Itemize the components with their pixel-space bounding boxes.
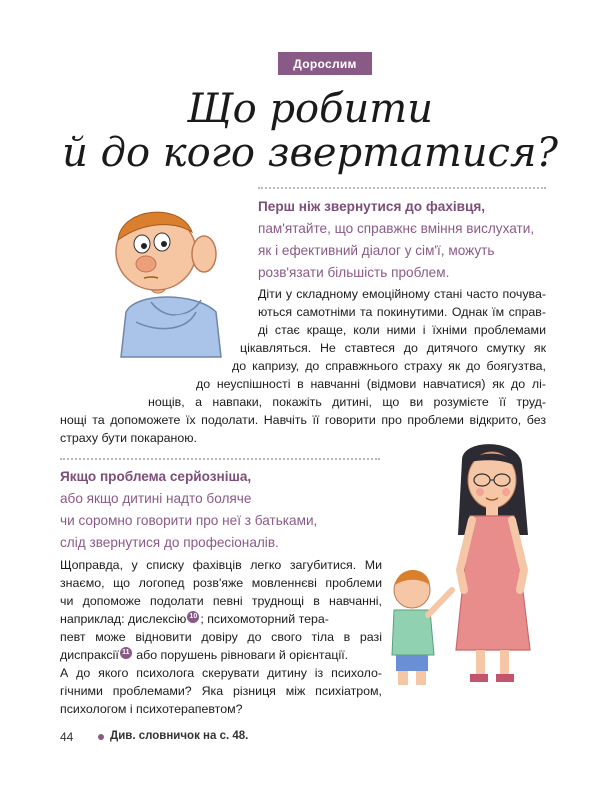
section-1-body-line: нощів, а навпаки, покажіть дитині, що ви розумієте її труд- [148,395,546,409]
glossary-ref-11-icon: 11 [120,647,132,659]
section-2-body-line: Щоправда, у списку фахівців легко загубитися. Ми [60,558,382,572]
section-1-body-line: Діти у складному емоційному стані часто почува- [258,287,546,301]
section-2-body-line [60,610,329,628]
section-2-body-line: А до якого психолога скерувати дитину із психоло- [60,666,382,680]
section-tag: Дорослим [278,52,372,75]
section-1-body-line: цікавляться. Не ставтеся до дитячого смутку як [240,341,546,355]
mother-and-child-illustration [390,440,560,690]
section-1-body-line: до капризу, до справжнього страху як до боягузтва, [232,359,546,373]
section-2-lead [60,466,380,554]
section-2-body-text: або порушень рівноваги й орієнтації. [132,648,349,662]
thinking-boy-illustration [96,192,256,362]
dotted-divider-2 [60,458,380,460]
section-2-body-line: знаємо, що логопед розв'яже мовленнєві проблеми [60,576,382,590]
section-1-lead-soft-3: розв'язати більшість проблем. [258,265,450,280]
section-1-body-line: до неуспішності в навчанні (відмови навчатися) як до лі- [196,377,546,391]
section-1-lead [258,196,558,284]
section-1-lead-soft-1: пам'ятайте, що справжнє вміння вислухати, [258,221,535,236]
page-number: 44 [60,730,74,744]
section-1-lead-soft-2: як і ефективний діалог у сім'ї, можуть [258,243,495,258]
section-2-lead-strong: Якщо проблема серйозніша, [60,469,252,484]
section-2-lead-soft-1: або якщо дитині надто боляче [60,491,252,506]
section-1-body-line: ються самотніми та покинутими. Однак їм справ- [258,305,546,319]
section-2-lead-soft-2: чи соромно говорити про неї з батьками, [60,513,318,528]
section-2-body-text: диспраксії [60,648,119,662]
section-2-body-line [60,646,348,664]
section-1-body-line: страху бути покараною. [60,431,197,445]
section-2-body-text: наприклад: дислексію [60,612,187,626]
title-line-1: Що робити [187,86,433,132]
section-2-body-line: чи допоможе подолати певні труднощі в навчанні, [60,594,382,608]
title-line-2: й до кого звертатися? [62,130,558,176]
section-2-body-line: психологом і психотерапевтом? [60,702,243,716]
glossary-ref-10-icon: 10 [187,611,199,623]
section-2-body-line: гічними проблемами? Яка різниця між психіатром, [60,684,382,698]
section-2-lead-soft-3: слід звернутися до професіоналів. [60,535,279,550]
dotted-divider-1 [258,187,546,189]
section-1-lead-strong: Перш ніж звернутися до фахівця, [258,199,486,214]
section-2-body-text: ; психомоторний тера- [200,612,329,626]
glossary-note: Див. словничок на с. 48. [110,730,249,742]
bullet-dot-icon [98,734,104,740]
section-1-body-line: нощі та допоможете їх подолати. Навчіть її говорити про проблеми відкрито, без [60,413,546,427]
section-2-body-line: певт може відновити довіру до свого тіла в разі [60,630,382,644]
section-1-body-line: ді стає краще, коли ними і їхніми проблемами [258,323,546,337]
